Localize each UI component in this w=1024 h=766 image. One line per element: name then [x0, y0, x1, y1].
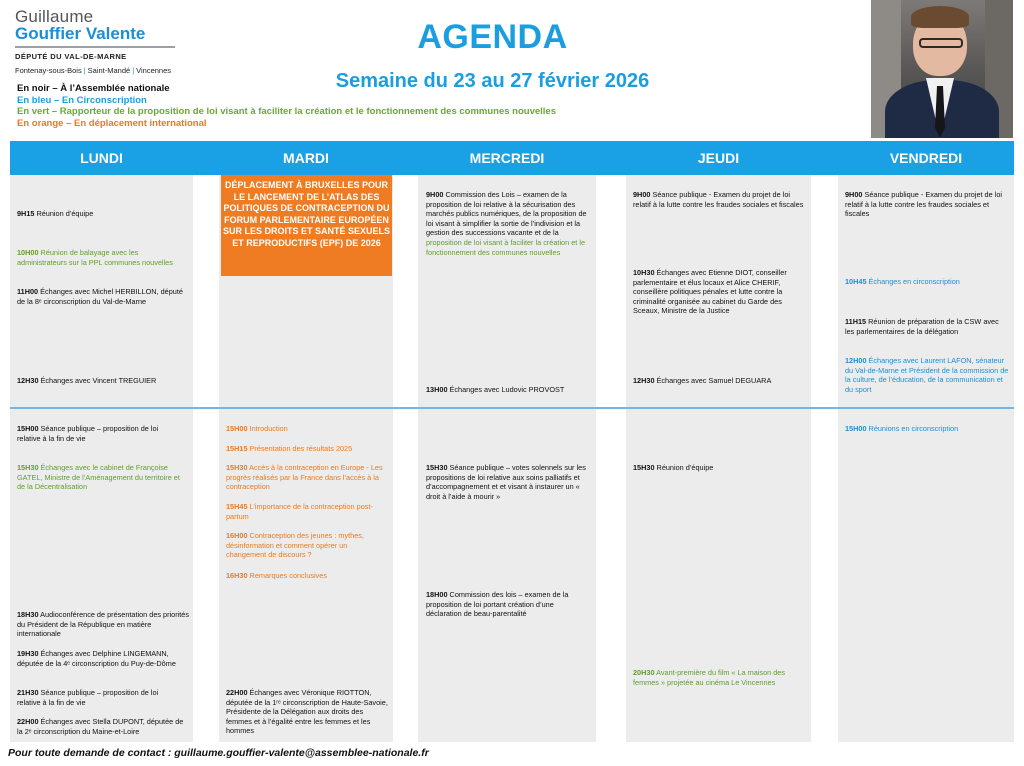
- event: 15H00 Séance publique – proposition de loi relative à la fin de vie: [17, 424, 159, 443]
- international-trip-block: DÉPLACEMENT À BRUXELLES POUR LE LANCEMENT DE L’ATLAS DES POLITIQUES DE CONTRACEPTION DU FORUM PARLEMENTAIRE EUROPÉEN SUR LES DROITS ET SANTÉ SEXUELS ET REPRODUCTIFS (EPF) DE 2026: [221, 175, 392, 276]
- event: 21H30 Séance publique – proposition de loi relative à la fin de vie: [17, 688, 159, 707]
- event: 22H00 Échanges avec Véronique RIOTTON, députée de la 1ʳᵉ circonscription de Haute-Savoie, Présidente de la Délégation aux droits des femmes et à l’égalité entre les femmes et les hommes: [226, 688, 388, 736]
- contact-footer: Pour toute demande de contact : guillaume.gouffier-valente@assemblee-nationale.fr: [8, 747, 429, 759]
- event: 10H45 Échanges en circonscription: [845, 277, 960, 286]
- event: 12H30 Échanges avec Samuel DEGUARA: [633, 376, 772, 385]
- column-thursday: [626, 175, 811, 742]
- event: 10H30 Échanges avec Etienne DIOT, conseiller parlementaire et élus locaux et Alice CHERIF, conseillère politiques pénales et lutte contre la criminalité organisée au cabinet du Garde des Sceaux, Ministre de la Justice: [633, 268, 787, 316]
- event: 13H00 Échanges avec Ludovic PROVOST: [426, 385, 565, 394]
- event: 16H00 Contraception des jeunes : mythes, désinformation et comment opérer un changement de discours ?: [226, 531, 364, 560]
- event: 15H30 Réunion d’équipe: [633, 463, 714, 472]
- event: proposition de loi visant à faciliter la création et le fonctionnement des communes nouvelles: [426, 238, 585, 257]
- event: 11H15 Réunion de préparation de la CSW avec les parlementaires de la délégation: [845, 317, 999, 336]
- town: Fontenay-sous-Bois: [15, 66, 82, 75]
- day-friday: VENDREDI: [889, 150, 963, 166]
- event: 16H30 Remarques conclusives: [226, 571, 328, 580]
- event: 9H00 Commission des Lois – examen de la proposition de loi relative à la sécurisation des marchés publics numériques, de la proposition de loi visant à simplifier la sortie de l’indivision et la gestion des successions vacante et de la: [426, 190, 587, 238]
- legend-black: En noir – À l’Assemblée nationale: [17, 83, 170, 94]
- event: 15H30 Accès à la contraception en Europe - Les progrès réalisés par la France dans l’accès à la contraception: [226, 463, 383, 492]
- town: Vincennes: [136, 66, 172, 75]
- legend-blue: En bleu – En Circonscription: [17, 94, 147, 106]
- event: 12H30 Échanges avec Vincent TREGUIER: [17, 376, 157, 385]
- color-legend: [17, 83, 556, 129]
- logo-first-name: Guillaume: [15, 7, 94, 26]
- legend-orange: En orange – En déplacement international: [17, 117, 207, 129]
- day-tuesday: MARDI: [283, 150, 329, 166]
- event: 9H00 Séance publique - Examen du projet de loi relatif à la lutte contre les fraudes sociales et fiscales: [633, 190, 804, 209]
- event: 15H30 Séance publique – votes solennels sur les propositions de loi relative aux soins palliatifs et d’accompagnement et et visant à instaurer un « droit à l’aide à mourir »: [426, 463, 586, 501]
- portrait-photo: [871, 0, 1013, 138]
- event: 19H30 Échanges avec Delphine LINGEMANN, députée de la 4ᵉ circonscription du Puy-de-Dôme: [17, 649, 176, 668]
- event: 15H00 Réunions en circonscription: [845, 424, 959, 433]
- towns: Fontenay-sous-Bois | Saint-Mandé | Vincennes: [15, 66, 172, 75]
- midday-divider: [10, 407, 1014, 409]
- event: 22H00 Échanges avec Stella DUPONT, députée de la 2ᵉ circonscription du Maine-et-Loire: [17, 717, 184, 736]
- event: 15H00 Introduction: [226, 424, 288, 433]
- event: 10H00 Réunion de balayage avec les administrateurs sur la PPL communes nouvelles: [17, 248, 173, 267]
- logo-rule: [15, 46, 175, 48]
- logo-last-name: Gouffier Valente: [15, 24, 146, 43]
- event: 15H30 Échanges avec le cabinet de Françoise GATEL, Ministre de l’Aménagement du territoire et de la Décentralisation: [17, 463, 180, 492]
- event: 15H15 Présentation des résultats 2025: [226, 444, 353, 453]
- page-subtitle: Semaine du 23 au 27 février 2026: [335, 70, 650, 92]
- event: 9H00 Séance publique - Examen du projet de loi relatif à la lutte contre les fraudes sociales et fiscales: [845, 190, 1002, 219]
- day-thursday: JEUDI: [697, 150, 740, 166]
- town: Saint-Mandé: [87, 66, 131, 75]
- page-title: AGENDA: [417, 18, 568, 56]
- logo-role: DÉPUTÉ DU VAL-DE-MARNE: [15, 52, 127, 61]
- event: 9H15 Réunion d’équipe: [17, 209, 94, 218]
- event: 18H30 Audioconférence de présentation des priorités du Président de la République en matière internationale: [17, 610, 190, 639]
- column-friday: [838, 175, 1014, 742]
- event: 18H00 Commission des lois – examen de la proposition de loi portant création d’une déclaration de beau-parentalité: [426, 590, 569, 619]
- event: 12H00 Échanges avec Laurent LAFON, sénateur du Val-de-Marne et Président de la commission de la culture, de l’éducation, de la communication et du sport: [845, 356, 1009, 394]
- day-wednesday: MERCREDI: [469, 150, 545, 166]
- event: 11H00 Échanges avec Michel HERBILLON, député de la 8ᵉ circonscription du Val-de-Marne: [17, 287, 183, 306]
- event: 15H45 L’importance de la contraception post-partum: [226, 502, 373, 521]
- legend-green: En vert – Rapporteur de la proposition de loi visant à faciliter la création et le fonctionnement des communes nouvelles: [17, 106, 556, 117]
- logo: [15, 8, 180, 61]
- column-wednesday: [418, 175, 596, 742]
- day-monday: LUNDI: [80, 150, 123, 166]
- event: 20H30 Avant-première du film « La maison des femmes » projetée au cinéma Le Vincennes: [633, 668, 785, 687]
